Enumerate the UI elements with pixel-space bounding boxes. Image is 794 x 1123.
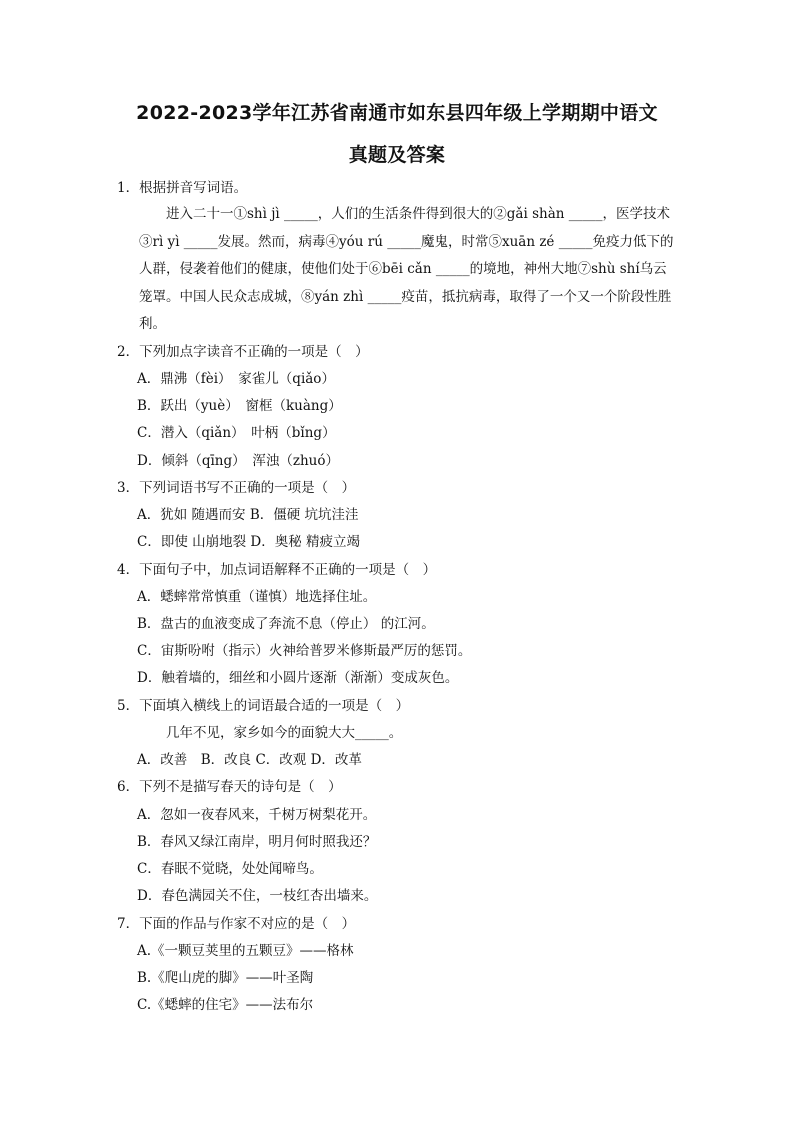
question-7-option-c: C.《蟋蟀的住宅》——法布尔: [137, 997, 314, 1013]
question-5-options: A．改善 B．改良 C．改观 D．改革: [137, 752, 362, 768]
question-2-stem: 2．下列加点字读音不正确的一项是（ ）: [117, 344, 369, 360]
document-title-line2: 真题及答案: [348, 144, 446, 166]
question-7-option-b: B.《爬山虎的脚》——叶圣陶: [137, 970, 314, 986]
question-6-option-a: A．忽如一夜春风来，千树万树梨花开。: [137, 807, 377, 823]
question-7-option-a: A.《一颗豆荚里的五颗豆》——格林: [137, 943, 354, 959]
question-3-option-ab: A．犹如 随遇而安 B．僵硬 坑坑洼洼: [137, 507, 359, 523]
question-4-option-b: B．盘古的血液变成了奔流不息（停止） 的江河。: [137, 616, 435, 632]
question-7-stem: 7．下面的作品与作家不对应的是（ ）: [117, 916, 356, 932]
question-6-stem: 6．下列不是描写春天的诗句是（ ）: [117, 779, 342, 795]
document-title: 2022-2023学年江苏省南通市如东县四年级上学期期中语文: [136, 102, 658, 124]
question-2-option-a: A．鼎沸（fèi） 家雀儿（qiǎo）: [137, 371, 335, 387]
question-3-stem: 3．下列词语书写不正确的一项是（ ）: [117, 480, 356, 496]
question-1-stem: 1．根据拼音写词语。: [117, 180, 248, 196]
question-4-option-c: C．宙斯吩咐（指示）火神给普罗米修斯最严厉的惩罚。: [137, 643, 472, 659]
question-6-option-c: C．春眠不觉晓，处处闻啼鸟。: [137, 861, 323, 877]
question-2-option-c: C．潜入（qiǎn） 叶柄（bǐng）: [137, 425, 336, 441]
question-5-sentence: 几年不见，家乡如今的面貌大大_____。: [166, 725, 403, 741]
question-5-stem: 5．下面填入横线上的词语最合适的一项是（ ）: [117, 698, 410, 714]
question-6-option-b: B．春风又绿江南岸，明月何时照我还？: [137, 834, 377, 850]
question-4-option-d: D．触着墙的，细丝和小圆片逐渐（渐渐）变成灰色。: [137, 670, 459, 686]
question-4-stem: 4．下面句子中，加点词语解释不正确的一项是（ ）: [117, 562, 437, 578]
question-1-passage: 进入二十一①shì jì _____，人们的生活条件得到很大的②gǎi shàn _____，医学技术③rì yì _____发展。然而，病毒④yóu rú _____魔鬼，时常⑤xuān zé _____免疫力低下的人群，侵袭着他们的健康，使他们处于⑥bēi cǎn _____的境地，神州大地⑦shù shí乌云笼罩。中国人民众志成城，⑧yán zhì _____疫苗，抵抗病毒，取得了一个又一个阶段性胜利。: [139, 206, 674, 332]
question-2-option-b: B．跃出（yuè） 窗框（kuàng）: [137, 398, 342, 414]
question-4-option-a: A．蟋蟀常常慎重（谨慎）地选择住址。: [137, 589, 377, 605]
question-6-option-d: D．春色满园关不住，一枝红杏出墙来。: [137, 888, 378, 904]
question-2-option-d: D．倾斜（qīng） 浑浊（zhuó）: [137, 453, 339, 469]
question-3-option-cd: C．即使 山崩地裂 D．奥秘 精疲立竭: [137, 534, 361, 550]
